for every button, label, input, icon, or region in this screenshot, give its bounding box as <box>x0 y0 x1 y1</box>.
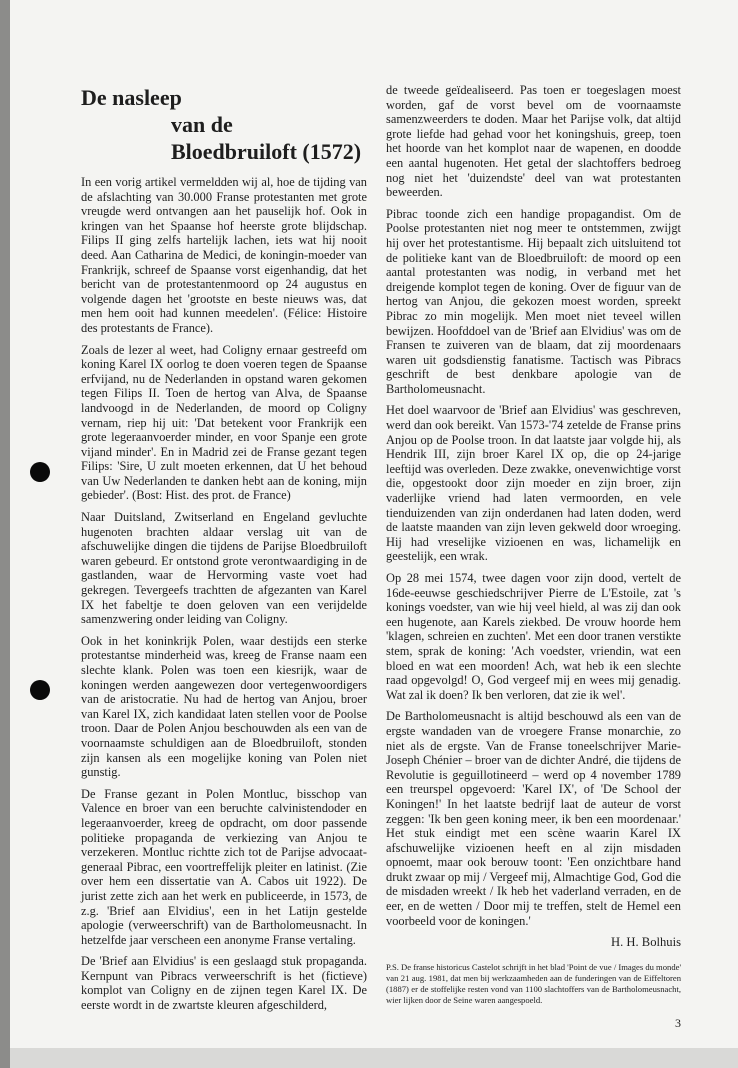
paragraph: Op 28 mei 1574, twee dagen voor zijn dood, vertelt de 16de-eeuwse geschiedschrijver Pierre de L'Estoile, zat 's konings voedster, van wie hij veel hield, al was zij dan ook een hugenote, aan Karels ziekbed. De vrouw hoorde hem 'klagen, schreien en zuchten'. Met een door tranen verstikte stem, sprak de koning: 'Ach voedster, vriendin, wat een bloed en wat een moorden! Ach, wat heb ik een slechte raad opgevolgd! O, God vergeef mij en wees mij genadig. Wat zal ik doen? Ik ben verloren, dat zie ik wel'. <box>386 571 681 702</box>
title-line: De nasleep <box>81 85 182 110</box>
paragraph: De Franse gezant in Polen Montluc, bisschop van Valence en broer van een beruchte calvinistendoder en legeraanvoerder, kreeg de opdracht, om door passende politieke propaganda de verkiezing van Anjou te verzekeren. Montluc richtte zich tot de Parijse advocaat-generaal Pibrac, een voortreffelijk pleiter en latinist. (Zie over hem een dissertatie van A. Cabos uit 1922). De jurist zette zich aan het werk en publiceerde, in 1573, de z.g. 'Brief aan Elvidius', een in het Latijn gestelde apologie (verweerschrift) van de Bartholomeusnacht. In hetzelfde jaar verscheen een anonyme Franse vertaling. <box>81 786 367 947</box>
paragraph: De Bartholomeusnacht is altijd beschouwd als een van de ergste wandaden van de vroegere Franse monarchie, zo niet als de ergste. Van de Franse toneelschrijver Marie-Joseph Chénier – broer van de dichter André, die tijdens de Revolutie is geguillotineerd – werd op 4 november 1789 een treurspel opgevoerd: 'Karel IX', of 'De School der Koningen!' In het laatste bedrijf laat de auteur de vorst zeggen: 'Ik ben geen koning meer, ik ben een moordenaar.' Het stuk eindigt met een scène waarin Karel IX afschuwelijke vizioenen heeft en al zijn misdaden opnoemt, maar ook berouw toont: 'Een onzichtbare hand drukt zwaar op mij / Vergeef mij, Almachtige God, God die de misdaden wreekt / Ik heb het vaderland verraden, en de eer, en de wetten / Door mij te treffen, stelt de Hemel een voorbeeld voor de koningen.' <box>386 709 681 928</box>
paragraph: Ook in het koninkrijk Polen, waar destijds een sterke protestantse minderheid was, kreeg de Franse naam een slechte klank. Polen was toen een kiesrijk, waar de koningen werden aangewezen door vertegenwoordigers van de aristocratie. Nu had de hertog van Anjou, broer van Karel IX, zich kandidaat laten stellen voor de Poolse troon. Daar de Polen Anjou beschouwden als een van de voornaamste schuldigen aan de Bloedbruiloft, stonden zijn kansen als een mogelijke koning van Polen niet gunstig. <box>81 633 367 780</box>
paragraph: Het doel waarvoor de 'Brief aan Elvidius' was geschreven, werd dan ook bereikt. Van 1573-'74 zetelde de Franse prins Anjou op de Poolse troon. In dat laatste jaar volgde hij, als Hendrik III, zijn broer Karel IX op, die op 24-jarige leeftijd was overleden. Deze zwakke, onevenwichtige vorst die, opgestookt door zijn moeder en zijn broer, zijn vaderlijke vriend had laten vermoorden, en vele tienduizenden van zijn onderdanen had laten doden, werd de laatste maanden van zijn leven gekweld door wroeging. Hij had vreselijke vizioenen en was, lichamelijk en geestelijk, een wrak. <box>386 403 681 564</box>
paragraph: In een vorig artikel vermeldden wij al, hoe de tijding van de afslachting van 30.000 Franse protestanten met grote vreugde werd ontvangen aan het pauselijk hof. Ook in kringen van het Spaanse hof heerste grote blijdschap. Filips II ging zelfs hartelijk lachen, iets wat hij nooit deed. Aan Catharina de Medici, de koningin-moeder van Frankrijk, schreef de Spaanse vorst eigenhandig, dat het bericht van de protestantenmoord op 24 augustus en volgende dagen het 'grootste en beste nieuws was, dat men hem ooit had kunnen meedelen'. (Félice: Histoire des protestants de France). <box>81 175 367 335</box>
paragraph: De 'Brief aan Elvidius' is een geslaagd stuk propaganda. Kernpunt van Pibracs verweerschrift is het (fictieve) komplot van Coligny en de zijnen tegen Karel IX. De eerste wordt in de zwartste kleuren afgeschilderd, <box>81 954 367 1013</box>
article-title <box>81 84 367 165</box>
page-number: 3 <box>675 1015 681 1030</box>
punch-hole <box>30 462 50 482</box>
right-column <box>386 83 681 1030</box>
paragraph: Zoals de lezer al weet, had Coligny ernaar gestreefd om koning Karel IX oorlog te doen voeren tegen de Spaanse erfvijand, nu de Nederlanden in opstand waren gekomen tegen Filips II. Toen de hertog van Alva, de Spaanse landvoogd in de Nederlanden, de moord op Coligny vernam, riep hij uit: 'Dat betekent voor Frankrijk een grote legeraanvoerder minder, en voor Spanje een grote vijand minder'. En in Madrid zei de Franse gezant tegen Filips: 'Sire, U zult moeten erkennen, dat U het behoud van Uw Nederlanden te danken hebt aan de koning, mijn gebieder'. (Bost: Hist. des prot. de France) <box>81 342 367 503</box>
punch-hole <box>30 680 50 700</box>
paragraph: Pibrac toonde zich een handige propagandist. Om de Poolse protestanten niet nog meer te ontstemmen, zwijgt hij over het protestantisme. Hij bepaalt zich uitsluitend tot de politieke kant van de Bloedbruiloft: de moord op een aantal protestanten was nodig, in verband met het dreigende komplot tegen de koning. Over de figuur van de hertog van Anjou, die gekozen moest worden, spreekt Pibrac zo min mogelijk. Men moet niet teveel willen bewijzen. Hoofddoel van de 'Brief aan Elvidius' was om de Fransen te zuiveren van de blaam, dat zij moordenaars waren uit godsdienstig fanatisme. Tactisch was Pibracs geschrift de best denkbare apologie van de Bartholomeusnacht. <box>386 206 681 396</box>
title-line: Bloedbruiloft (1572) <box>171 139 362 164</box>
paragraph: de tweede geïdealiseerd. Pas toen er toegeslagen moest worden, gaf de vorst bevel om de voornaamste samenzweerders te doden. Maar het Parijse volk, dat altijd grote liefde had gehad voor het koningshuis, greep, toen het hoorde van het komplot naar de wapenen, en doodde een aantal hugenoten. Het getal der slachtoffers bedroeg nog niet het 'duizendste' deel van wat protestanten beweerden. <box>386 83 681 200</box>
left-column <box>81 84 367 1020</box>
paragraph: Naar Duitsland, Zwitserland en Engeland gevluchte hugenoten brachten aldaar verslag uit van de afschuwelijke dingen die tijdens de Parijse Bloedbruiloft waren gebeurd. Er ontstond grote verontwaardiging in de gastlanden, waar de Hervorming vaste voet had gekregen. Tevergeefs trachtten de afgezanten van Karel IX het fabeltje te doen geloven van een verijdelde samenzwering onder leiding van Coligny. <box>81 510 367 627</box>
author-signature: H. H. Bolhuis <box>611 935 681 950</box>
postscript: P.S. De franse historicus Castelot schrijft in het blad 'Point de vue / Images du monde' van 21 aug. 1981, dat men bij werkzaamheden aan de funderingen van de Eiffeltoren (1887) er de stoffelijke resten vond van 1100 slachtoffers van de Bartholomeusnacht, wier lijken door de Seine waren aangespoeld. <box>386 961 681 1005</box>
scan-edge <box>0 0 10 1068</box>
title-line: van de <box>171 112 233 137</box>
